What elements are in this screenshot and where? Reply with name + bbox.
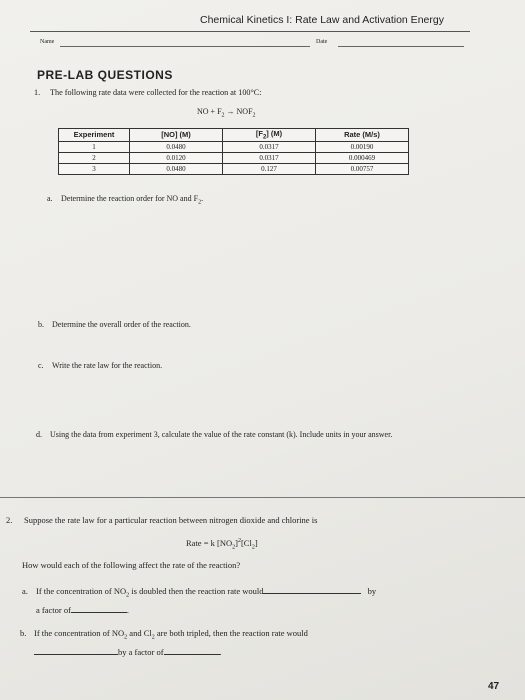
question-1b-text: Determine the overall order of the reaction. xyxy=(52,320,191,329)
table-cell: 0.000469 xyxy=(316,152,409,163)
question-1-text: The following rate data were collected for the reaction at 100°C: xyxy=(50,88,262,97)
question-1d-letter: d. xyxy=(36,430,42,439)
reaction-rhs: NOF xyxy=(236,107,253,116)
question-1d-text: Using the data from experiment 3, calculate the value of the rate constant (k). Include units in your answer. xyxy=(50,430,393,439)
question-1c-letter: c. xyxy=(38,361,44,370)
date-label: Date xyxy=(316,39,328,45)
table-cell: 0.00757 xyxy=(316,163,409,174)
table-cell: 0.127 xyxy=(223,163,316,174)
question-2b: b. If the concentration of $NO_2$ and $Cl_2$ are both tripled, then the reaction rate would by a factor of . xyxy=(20,628,308,657)
question-1d xyxy=(36,429,476,440)
reaction-arrow: → xyxy=(226,107,235,116)
header-rule xyxy=(30,31,470,32)
table-cell: 2 xyxy=(59,152,130,163)
table-cell: 0.0317 xyxy=(223,141,316,152)
question-1 xyxy=(34,88,262,97)
question-2 xyxy=(6,515,317,525)
col-header-f2: $[F_2]$ (M) xyxy=(223,129,316,142)
table-row xyxy=(59,163,409,174)
answer-blank-2b-rate[interactable] xyxy=(34,645,118,655)
question-2b-letter: b. xyxy=(20,628,27,638)
table-cell: 0.0480 xyxy=(130,141,223,152)
table-row xyxy=(59,141,409,152)
answer-blank-2a-rate[interactable] xyxy=(263,584,361,594)
question-1b xyxy=(38,320,191,329)
question-1b-letter: b. xyxy=(38,320,44,329)
question-1a-text: Determine the reaction order for NO and F xyxy=(61,194,199,203)
reaction-lhs: NO + F xyxy=(197,107,222,116)
reaction-lhs-sub: 2 xyxy=(221,112,225,119)
table-header-row xyxy=(59,129,409,142)
col-header-rate: Rate (M/s) xyxy=(316,129,409,142)
date-field-line xyxy=(338,46,464,47)
page-header-title: Chemical Kinetics I: Rate Law and Activation Energy xyxy=(200,14,444,26)
reaction-rhs-sub: 2 xyxy=(252,112,256,119)
question-1a-sub: 2 xyxy=(198,199,202,206)
section-divider xyxy=(0,497,525,498)
section-title: PRE-LAB QUESTIONS xyxy=(37,68,173,82)
table-row xyxy=(59,152,409,163)
rate-data-table xyxy=(58,128,409,175)
question-1a-end: . xyxy=(201,194,204,203)
name-label: Name xyxy=(40,39,55,45)
question-1a xyxy=(47,194,203,206)
question-1a-letter: a. xyxy=(47,194,53,203)
table-cell: 0.0120 xyxy=(130,152,223,163)
col-header-no: [NO] (M) xyxy=(130,129,223,142)
question-2-prompt: How would each of the following affect the rate of the reaction? xyxy=(22,560,241,570)
question-2-number: 2. xyxy=(6,515,13,525)
table-cell: 3 xyxy=(59,163,130,174)
table-cell: 0.00190 xyxy=(316,141,409,152)
table-cell: 0.0317 xyxy=(223,152,316,163)
answer-blank-2b-factor[interactable] xyxy=(164,645,220,655)
page-number: 47 xyxy=(488,681,500,692)
question-1c-text: Write the rate law for the reaction. xyxy=(52,361,163,370)
question-2a-letter: a. xyxy=(22,586,28,596)
question-1-number: 1. xyxy=(34,88,41,97)
rate-law-equation: Rate = k $[NO_2]^2[Cl_2]$ xyxy=(186,538,258,551)
question-2a: a. If the concentration of $NO_2$ is doubled then the reaction rate would by a factor of . xyxy=(22,586,377,615)
question-1c xyxy=(38,361,162,370)
table-cell: 1 xyxy=(59,141,130,152)
col-header-experiment: Experiment xyxy=(59,129,130,142)
table-cell: 0.0480 xyxy=(130,163,223,174)
name-field-line xyxy=(60,46,310,47)
question-2-text: Suppose the rate law for a particular reaction between nitrogen dioxide and chlorine is xyxy=(24,515,318,525)
reaction-equation xyxy=(197,107,256,119)
answer-blank-2a-factor[interactable] xyxy=(71,603,127,613)
